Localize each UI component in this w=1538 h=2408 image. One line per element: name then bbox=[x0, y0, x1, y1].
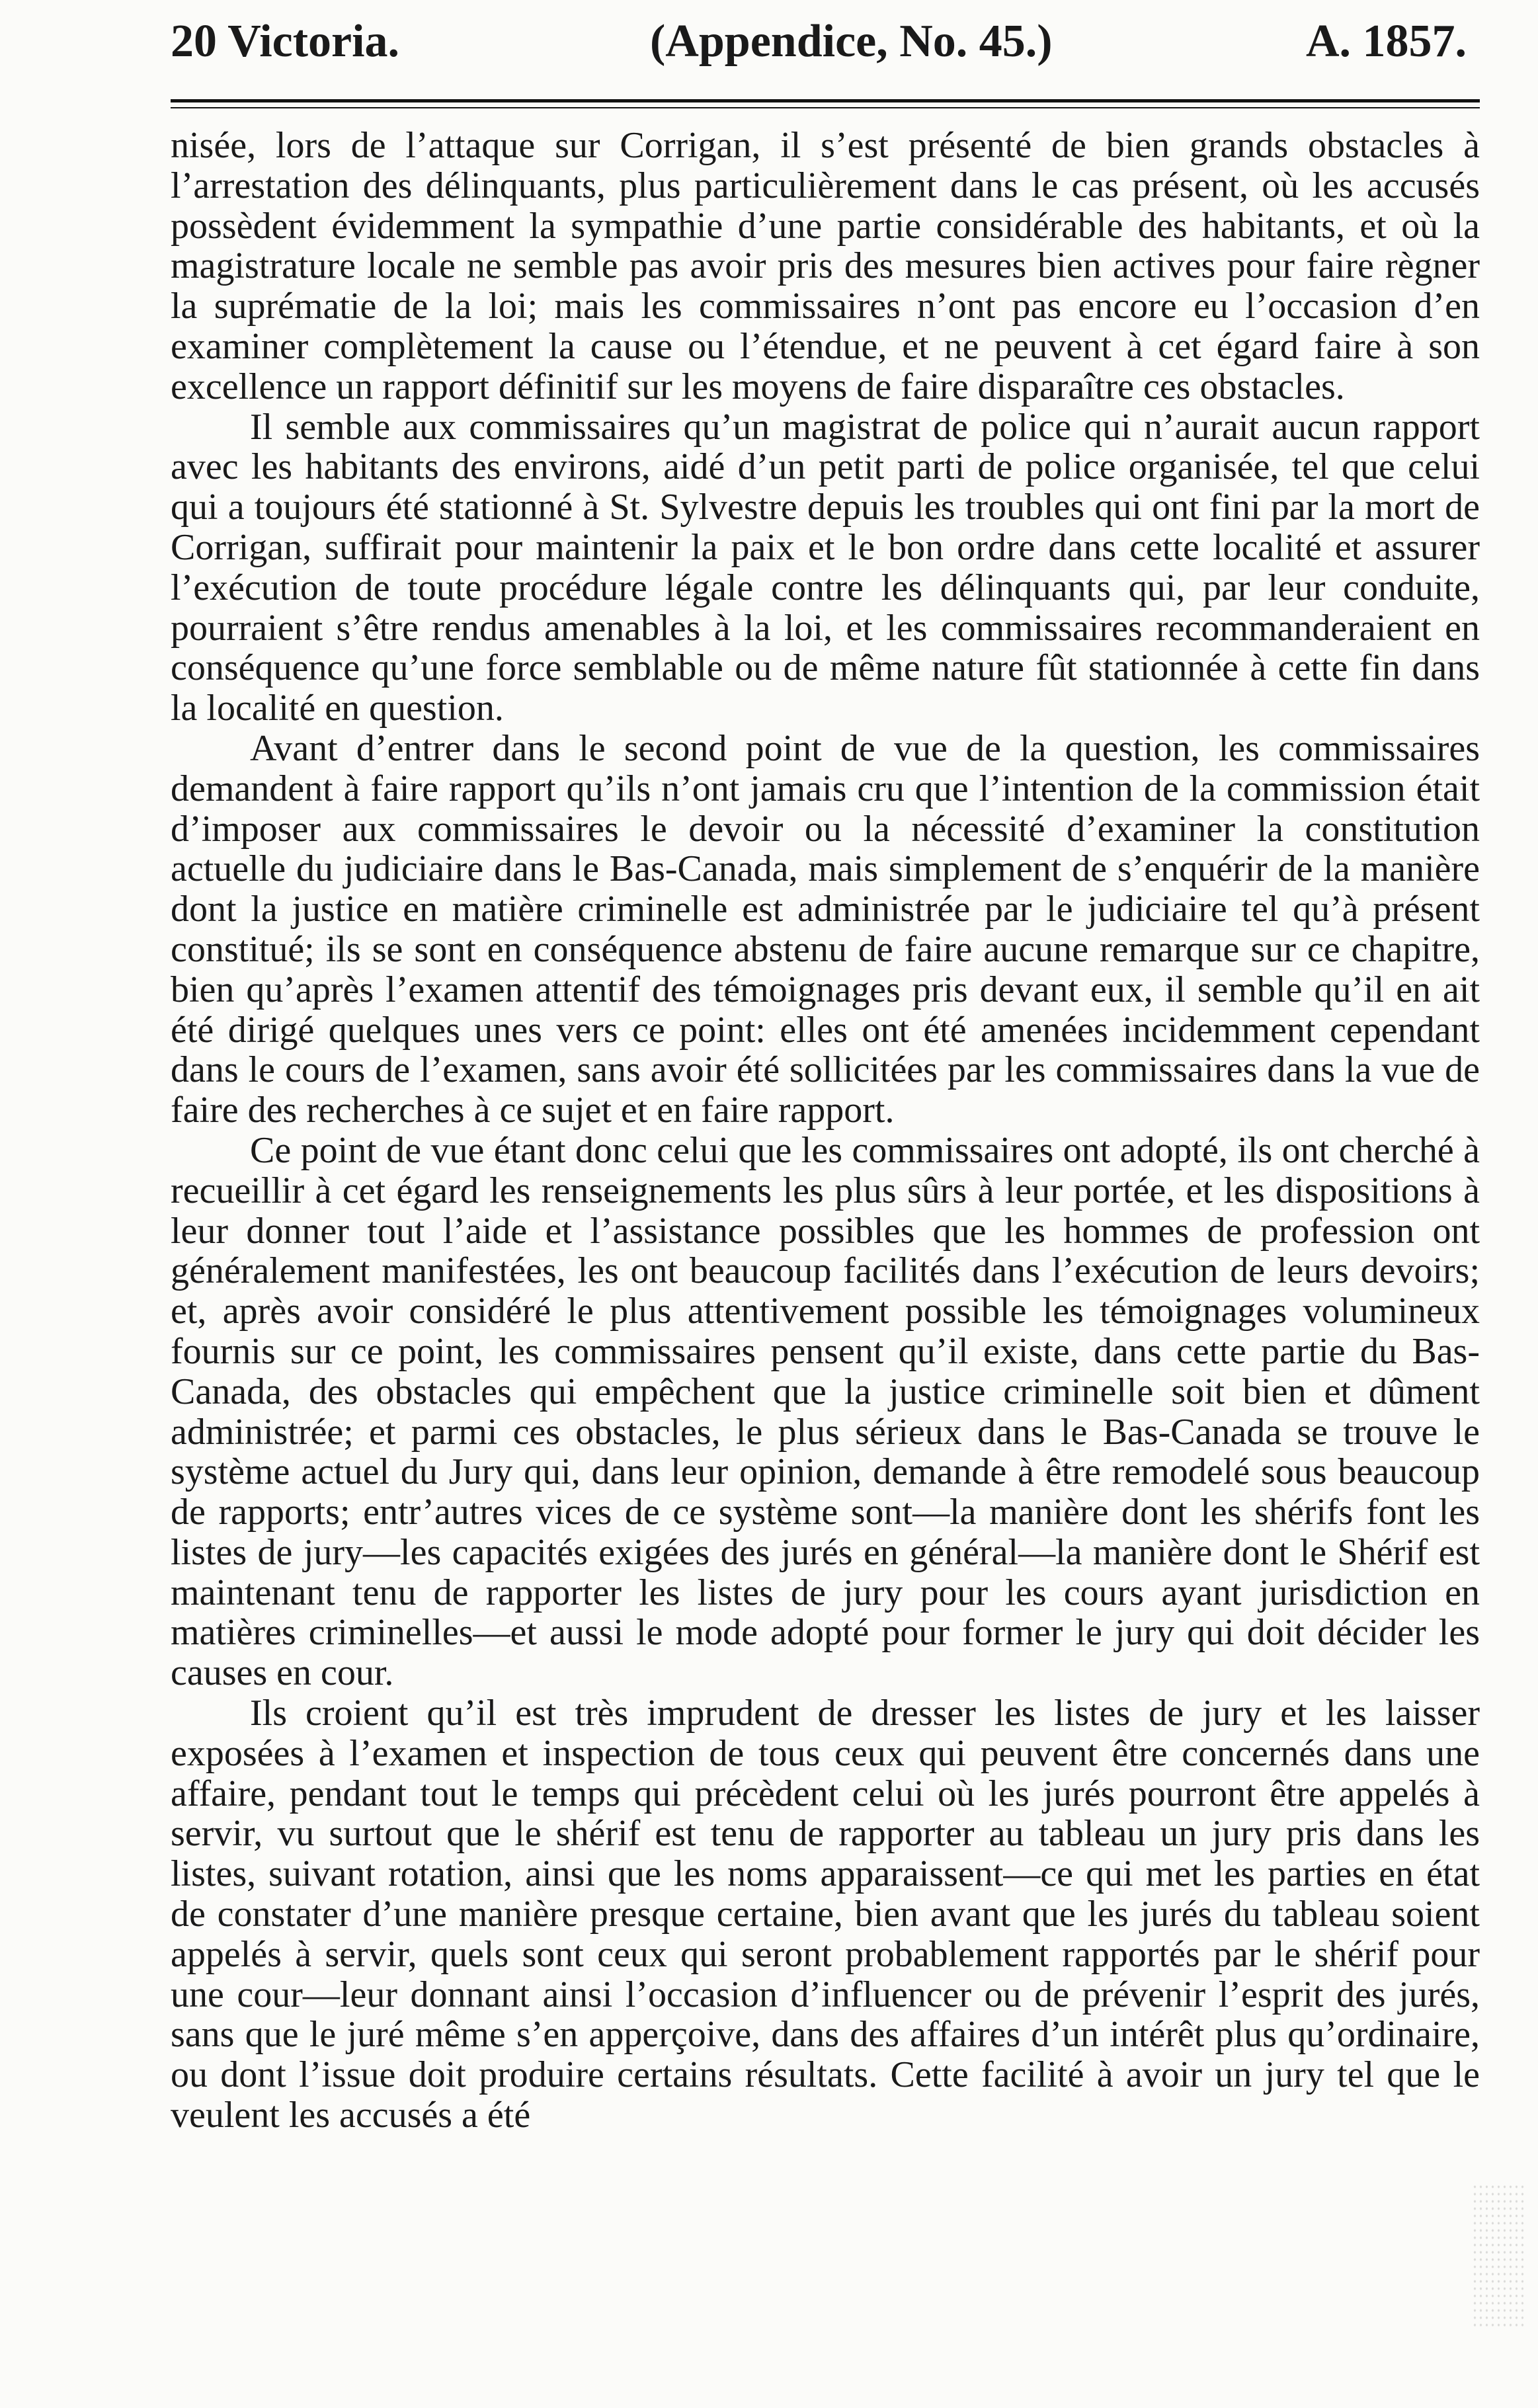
header-year: A. 1857. bbox=[1305, 16, 1467, 67]
header-rule bbox=[171, 99, 1480, 108]
paragraph-3: Avant d’entrer dans le second point de vue de la question, les commissaires demandent à faire rapport qu’ils n’ont jamais cru que l’intention de la commission était d’imposer aux commissaires le devoir ou la nécessité d’examiner la constitution actuelle du judiciaire dans le Bas-Canada, mais simplement de s’enquérir de la manière dont la justice en matière criminelle est administrée par le judiciaire tel qu’à présent constitué; ils se sont en conséquence abstenu de faire aucune remarque sur ce chapitre, bien qu’après l’examen attentif des témoignages pris devant eux, il semble qu’il en ait été dirigé quelques unes vers ce point: elles ont été amenées incidemment cependant dans le cours de l’examen, sans avoir été sollicitées par les commissaires dans la vue de faire des recherches à ce sujet et en faire rapport. bbox=[171, 727, 1480, 1131]
running-header bbox=[171, 5, 1480, 78]
header-appendix: (Appendice, No. 45.) bbox=[650, 16, 1053, 67]
document-page bbox=[171, 0, 1480, 2408]
paragraph-4: Ce point de vue étant donc celui que les commissaires ont adopté, ils ont cherché à recueillir à cet égard les renseignements les plus sûrs à leur portée, et les dispositions à leur donner tout l’aide et l’assistance possibles que les hommes de profession ont généralement manifestées, les ont beaucoup facilités dans l’exécution de leurs devoirs; et, après avoir considéré le plus attentivement possible les témoignages volumineux fournis sur ce point, les commissaires pensent qu’il existe, dans cette partie du Bas-Canada, des obstacles qui empêchent que la justice criminelle soit bien et dûment administrée; et parmi ces obstacles, le plus sérieux dans le Bas-Canada se trouve le système actuel du Jury qui, dans leur opinion, demande à être remodelé sous beaucoup de rapports; entr’autres vices de ce système sont—la manière dont les shérifs font les listes de jury—les capacités exigées des jurés en général—la manière dont le Shérif est maintenant tenu de rapporter les listes de jury pour les cours ayant jurisdiction en matières criminelles—et aussi le mode adopté pour former le jury qui doit décider les causes en cour. bbox=[171, 1129, 1480, 1694]
paragraph-2: Il semble aux commissaires qu’un magistrat de police qui n’aurait aucun rapport avec les habitants des environs, aidé d’un petit parti de police organisée, tel que celui qui a toujours été stationné à St. Sylvestre depuis les troubles qui ont fini par la mort de Corrigan, suffirait pour maintenir la paix et le bon ordre dans cette localité et assurer l’exécution de toute procédure légale contre les délinquants qui, par leur conduite, pourraient s’être rendus amenables à la loi, et les commissaires recommanderaient en conséquence qu’une force semblable ou de même nature fût stationnée à cette fin dans la localité en question. bbox=[171, 406, 1480, 729]
paragraph-1: nisée, lors de l’attaque sur Corrigan, il s’est présenté de bien grands obstacles à l’arrestation des délinquants, plus particulièrement dans le cas présent, où les accusés possèdent évidemment la sympathie d’une partie considérable des habitants, et où la magistrature locale ne semble pas avoir pris des mesures bien actives pour faire règner la suprématie de la loi; mais les commissaires n’ont pas encore eu l’occasion d’en examiner complètement la cause ou l’étendue, et ne peuvent à cet égard faire à son excellence un rapport définitif sur les moyens de faire disparaître ces obstacles. bbox=[171, 125, 1480, 407]
header-session: 20 Victoria. bbox=[171, 16, 400, 67]
scan-specks bbox=[1472, 2183, 1525, 2329]
paragraph-5: Ils croient qu’il est très imprudent de dresser les listes de jury et les laisser exposées à l’examen et inspection de tous ceux qui peuvent être concernés dans une affaire, pendant tout le temps qui précèdent celui où les jurés pourront être appelés à servir, vu surtout que le shérif est tenu de rapporter au tableau un jury pris dans les listes, suivant rotation, ainsi que les noms apparaissent—ce qui met les parties en état de constater d’une manière presque certaine, bien avant que les jurés du tableau soient appelés à servir, quels sont ceux qui seront probablement rapportés par le shérif pour une cour—leur donnant ainsi l’occasion d’influencer ou de prévenir l’esprit des jurés, sans que le juré même s’en apperçoive, dans des affaires d’un intérêt plus qu’ordinaire, ou dont l’issue doit produire certains résultats. Cette facilité à avoir un jury tel que le veulent les accusés a été bbox=[171, 1693, 1480, 2136]
body-text bbox=[171, 126, 1480, 2136]
